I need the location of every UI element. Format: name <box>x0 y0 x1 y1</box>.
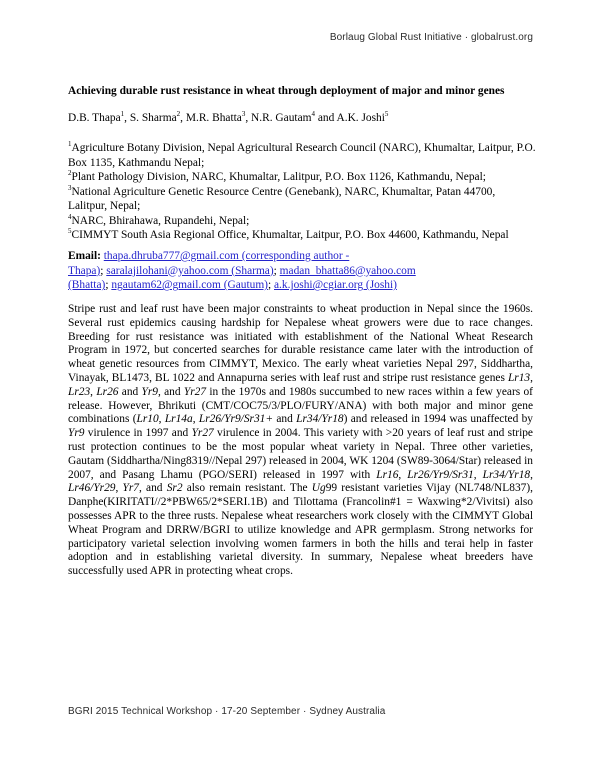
text-run: Yr7 <box>122 482 139 495</box>
affiliation-item <box>68 141 536 170</box>
text-run: Lr13 <box>507 371 531 384</box>
text-run: , <box>530 468 533 481</box>
superscript: 2 <box>68 169 72 178</box>
email-link[interactable]: saralajilohani@yahoo.com (Sharma) <box>106 264 274 277</box>
email-link[interactable]: thapa.dhruba777@gmail.com (corresponding author - <box>103 250 350 262</box>
text-run: , <box>158 413 165 426</box>
text-run: and <box>273 413 297 426</box>
email-link[interactable]: a.k.joshi@cgiar.org (Joshi) <box>274 279 397 292</box>
text-run: Lr26 <box>96 385 119 398</box>
text-run: , <box>530 371 533 384</box>
text-run: Lr26/Yr9/Sr31+ <box>198 413 274 426</box>
text-run: Agriculture Botany Division, Nepal Agricultural Research Council (NARC), Khumaltar, Laitpur, P.O. Box 1135, Kathmandu Nepal; <box>68 142 536 169</box>
superscript: 4 <box>68 212 72 221</box>
text-run: , <box>473 468 483 481</box>
text-run: also remain resistant. The <box>182 482 312 495</box>
text-run: Yr9 <box>141 385 158 398</box>
text-run: , and <box>157 385 184 398</box>
superscript: 5 <box>68 227 72 236</box>
text-run: ; <box>267 279 274 292</box>
text-run: , <box>115 482 123 495</box>
text-run: NARC, Bhirahawa, Rupandehi, Nepal; <box>71 214 250 227</box>
page-header: Borlaug Global Rust Initiative · globalrust.org <box>329 32 533 43</box>
email-line <box>68 249 536 293</box>
superscript: 1 <box>68 140 72 149</box>
text-run: Stripe rust and leaf rust have been major constraints to wheat production in Nepal since the 1960s. Several rust epidemics causing hardship for Nepalese wheat growers were due to race changes. Breeding for rust resistance was initiated with establishment of the National Wheat Research Program in 1972, but concerted searches for durable resistance came later with the introduction of wheat genetic resources from CIMMYT, Mexico. The early wheat varieties Nepal 297, Siddhartha, Vinayak, BL1473, BL 1022 and Annapurna series with leaf rust and stripe rust resistance genes <box>68 303 533 384</box>
email-link[interactable]: ngautam62@gmail.com (Gautum) <box>111 279 268 292</box>
text-run: Lr23 <box>68 385 91 398</box>
text-run: virulence in 1997 and <box>84 427 192 440</box>
email-link[interactable]: madan_bhatta86@yahoo.com <box>279 264 416 277</box>
text-run: ; <box>100 264 107 277</box>
text-run: Yr27 <box>183 385 207 398</box>
text-run: , N.R. Gautam <box>245 112 312 124</box>
text-run: ; <box>273 264 280 277</box>
text-run: , M.R. Bhatta <box>180 112 242 124</box>
superscript: 5 <box>384 110 389 119</box>
text-run: , <box>398 468 408 481</box>
text-run: Lr34/Yr18 <box>482 468 531 481</box>
text-run: Ug <box>311 482 326 495</box>
text-run: , and <box>139 482 167 495</box>
affiliation-item <box>68 185 536 214</box>
paper-title: Achieving durable rust resistance in wheat through deployment of major and minor genes <box>68 85 505 97</box>
text-run: Plant Pathology Division, NARC, Khumaltar, Lalitpur, P.O. Box 1126, Kathmandu, Nepal; <box>71 171 486 183</box>
text-run: CIMMYT South Asia Regional Office, Khumaltar, Laitpur, P.O. Box 44600, Kathmandu, Nepal <box>71 229 509 241</box>
text-run: and <box>118 385 142 398</box>
superscript: 2 <box>176 110 181 119</box>
email-link[interactable]: (Bhatta) <box>68 279 106 292</box>
email-label: Email: <box>68 250 101 262</box>
text-run: , <box>90 385 97 398</box>
text-run: Lr26/Yr9/Sr31 <box>407 468 474 481</box>
text-run: ; <box>105 279 112 292</box>
affiliation-item <box>68 170 536 185</box>
affiliation-item <box>68 228 536 243</box>
text-run: ) and released in 1994 was unaffected by <box>343 413 533 426</box>
text-run: , S. Sharma <box>124 112 177 124</box>
text-run: Lr14a <box>164 413 193 426</box>
abstract-paragraph <box>68 303 533 579</box>
superscript: 1 <box>120 110 125 119</box>
authors-line <box>68 111 536 125</box>
text-run: Yr27 <box>191 427 214 440</box>
email-link[interactable]: Thapa) <box>68 264 101 277</box>
superscript: 4 <box>311 110 315 119</box>
page-footer: BGRI 2015 Technical Workshop · 17-20 September · Sydney Australia <box>68 706 386 717</box>
text-run: D.B. Thapa <box>68 112 121 124</box>
text-run: National Agriculture Genetic Resource Centre (Genebank), NARC, Khumaltar, Patan 44700, Lalitpur, Nepal; <box>68 185 496 212</box>
text-run: Lr16 <box>376 468 399 481</box>
superscript: 3 <box>241 110 246 119</box>
text-run: Lr46/Yr29 <box>68 482 116 495</box>
affiliations-block <box>68 141 536 243</box>
text-run: virulence in 2004. This variety with >20 years of leaf rust and stripe rust protection continues to be the most popular wheat variety in Nepal. Three other varieties, Gautam (Siddhartha/Ning8319//Nepal 297) released in 2004, WK 1204 (SW89-3064/Star) released in 2007, and Pasang Lhamu (PGO/SERI) released in 1997 with <box>68 427 533 481</box>
text-run: Lr10 <box>136 413 159 426</box>
email-links <box>68 250 416 291</box>
affiliation-item <box>68 214 536 229</box>
text-run: in the 1970s and 1980s succumbed to new races within a few years of release. However, Bhrikuti (CMT/COC75/3/PLO/FURY/ANA) with both major and minor gene combinations ( <box>68 385 533 426</box>
text-run: and A.K. Joshi <box>314 112 385 124</box>
text-run: Sr2 <box>166 482 183 495</box>
text-run: 99 resistant varieties Vijay (NL748/NL837), Danphe(KIRITATI//2*PBW65/2*SERI.1B) and Tilottama (Francolin#1 = Waxwing*2/Vivitsi) also possesses APR to the three rusts. Nepalese wheat researchers work closely with the CIMMYT Global Wheat Program and DRRW/BGRI to utilize knowledge and APR germplasm. Strong networks for participatory varietal selection involving women farmers in both the hills and terai help in faster adoption and in establishing varietal diversity. In summary, Nepalese wheat breeders have successfully used APR in protecting wheat crops. <box>68 482 533 578</box>
text-run: Yr9 <box>68 427 85 440</box>
superscript: 3 <box>68 183 72 192</box>
text-run: Lr34/Yr18 <box>296 413 344 426</box>
text-run: , <box>192 413 199 426</box>
